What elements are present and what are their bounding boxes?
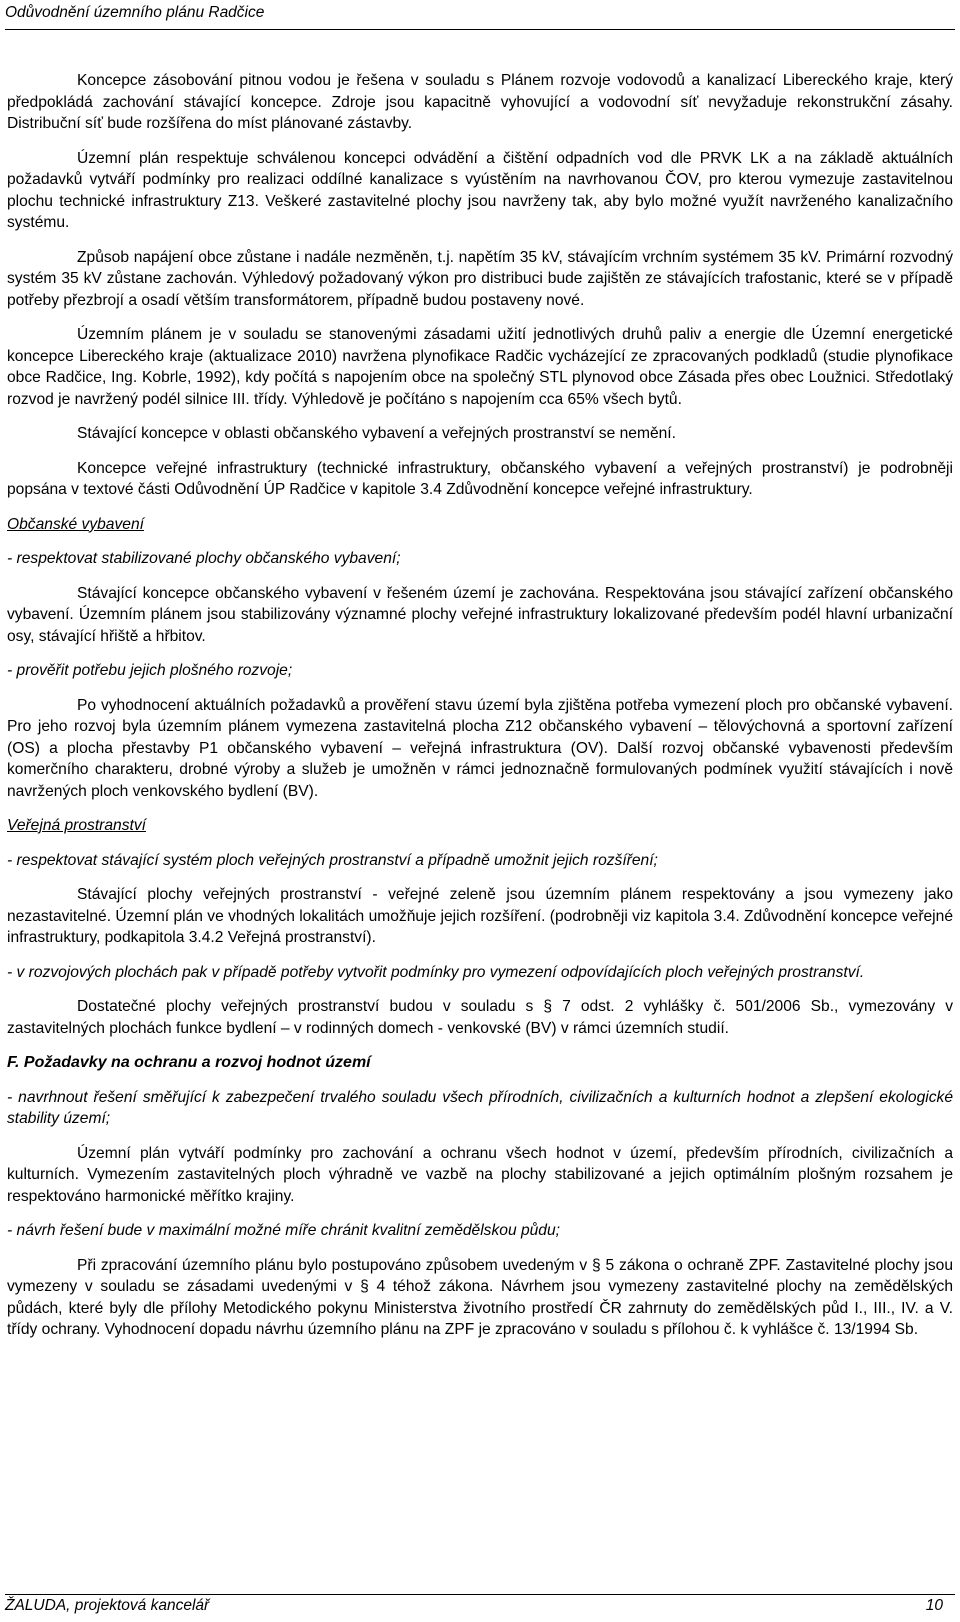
paragraph-public-spaces-regulation: Dostatečné plochy veřejných prostranství budou v souladu s § 7 odst. 2 vyhlášky č. 501/2006 Sb., vymezovány v zastavitelných plochách funkce bydlení – v rodinných domech - venkovské (BV) v rámci územních studií. bbox=[7, 998, 953, 1037]
requirement-civic-development: - prověřit potřebu jejich plošného rozvoje; bbox=[7, 662, 293, 679]
paragraph-agricultural-land: Při zpracování územního plánu bylo postupováno způsobem uvedeným v § 5 zákona o ochraně ZPF. Zastavitelné plochy jsou vymezeny v souladu se zásadami uvedenými v § 4 téhož zákona. Návrhem jsou vymezeny zastavitelné plochy na zemědělských půdách, které byly dle přílohy Metodického pokynu Ministerstva životního prostředí ČR zahrnuty do zemědělských půd I., III., IV. a V. třídy ochrany. Vyhodnocení dopadu návrhu územního plánu na ZPF je zpracováno v souladu s přílohou č. k vyhlášce č. 13/1994 Sb. bbox=[7, 1256, 953, 1338]
requirement-agricultural-land: - návrh řešení bude v maximální možné míře chránit kvalitní zemědělskou půdu; bbox=[7, 1222, 560, 1239]
paragraph-civic-areas: Po vyhodnocení aktuálních požadavků a prověření stavu území byla zjištěna potřeba vymezení ploch pro občanské vybavení. Pro jeho rozvoj byla územním plánem vymezena zastavitelná plocha Z12 občanského vybavení – tělovýchovná a sportovní zařízení (OS) a plocha přestavby P1 občanského vybavení – veřejná infrastruktura (OV). Další rozvoj občanské vybavenosti především komerčního charakteru, drobné výroby a služeb je umožněn v rámci jednoznačně formulovaných podmínek využití stávajících i nově navržených ploch venkovského bydlení (BV). bbox=[7, 696, 953, 800]
page-header bbox=[5, 2, 955, 30]
document-title: Odůvodnění územního plánu Radčice bbox=[5, 4, 265, 21]
section-heading-f: F. Požadavky na ochranu a rozvoj hodnot území bbox=[7, 1054, 371, 1071]
paragraph-sewerage: Územní plán respektuje schválenou koncepci odvádění a čištění odpadních vod dle PRVK LK a na základě aktuálních požadavků vytváří podmínky pro realizaci oddílné kanalizace s vyústěním na navrhovanou ČOV, pro kterou vymezuje zastavitelnou plochu technické infrastruktury Z13. Veškeré zastavitelné plochy jsou navrženy tak, aby bylo možné využít navrženého kanalizačního systému. bbox=[7, 149, 953, 231]
requirement-civic-stabilized: - respektovat stabilizované plochy občanského vybavení; bbox=[7, 550, 401, 567]
paragraph-electricity: Způsob napájení obce zůstane i nadále nezměněn, t.j. napětím 35 kV, stávajícím vrchním systémem 35 kV. Primární rozvodný systém 35 kV zůstane zachován. Výhledový požadovaný výkon pro distribuci bude zajištěn ze stávajících trafostanic, které se v případě potřeby přezbrojí a osadí větším transformátorem, případně budou postaveny nové. bbox=[7, 248, 953, 309]
paragraph-public-spaces: Stávající plochy veřejných prostranství - veřejné zeleně jsou územním plánem respektovány a jsou vymezeny jako nezastavitelné. Územní plán ve vhodných lokalitách umožňuje jejich rozšíření. (podrobněji viz kapitola 3.4. Zdůvodnění koncepce veřejné infrastruktury, podkapitola 3.4.2 Veřejná prostranství). bbox=[7, 886, 953, 946]
paragraph-civic-preserved: Stávající koncepce občanského vybavení v řešeném území je zachována. Respektována jsou stávající zařízení občanského vybavení. Územním plánem jsou stabilizovány významné plochy veřejné infrastruktury lokalizované především podél hlavní urbanizační osy, stávající hřiště a hřbitov. bbox=[7, 584, 953, 645]
page-number: 10 bbox=[925, 1597, 943, 1614]
requirement-public-spaces: - respektovat stávající systém ploch veřejných prostranství a případně umožnit jejich rozšíření; bbox=[7, 851, 658, 869]
requirement-public-spaces-development: - v rozvojových plochách pak v případě potřeby vytvořit podmínky pro vymezení odpovídajících ploch veřejných prostranství. bbox=[7, 963, 865, 981]
requirement-values: - navrhnout řešení směřující k zabezpečení trvalého souladu všech přírodních, civilizačních a kulturních hodnot a zlepšení ekologické stability území; bbox=[7, 1088, 953, 1127]
paragraph-public-infrastructure: Koncepce veřejné infrastruktury (technické infrastruktury, občanského vybavení a veřejných prostranství) je podrobněji popsána v textové části Odůvodnění ÚP Radčice v kapitole 3.4 Zdůvodnění koncepce veřejné infrastruktury. bbox=[7, 459, 953, 498]
page-content bbox=[7, 70, 953, 1341]
heading-civic-amenities: Občanské vybavení bbox=[7, 515, 144, 533]
paragraph-civic-concept: Stávající koncepce v oblasti občanského vybavení a veřejných prostranství se nemění. bbox=[77, 425, 676, 442]
footer-company: ŽALUDA, projektová kancelář bbox=[5, 1597, 210, 1614]
page-footer bbox=[5, 1594, 955, 1621]
paragraph-values: Územní plán vytváří podmínky pro zachování a ochranu všech hodnot v území, především přírodních, civilizačních a kulturních. Vymezením zastavitelných ploch výhradně ve vazbě na plochy stabilizované a jejich optimálním plošným rozsahem je respektováno harmonické měřítko krajiny. bbox=[7, 1144, 953, 1205]
heading-public-spaces: Veřejná prostranství bbox=[7, 817, 146, 834]
paragraph-gas: Územním plánem je v souladu se stanovenými zásadami užití jednotlivých druhů paliv a energie dle Územní energetické koncepce Libereckého kraje (aktualizace 2010) navržena plynofikace Radčic vycházející ze zpracovaných podkladů (studie plynofikace obce Radčice, Ing. Kobrle, 1992), kdy počítá s napojením obce na společný STL plynovod obce Zásada přes obec Loužnici. Středotlaký rozvod je navržený podél silnice III. třídy. Výhledově je počítáno s napojením cca 65% všech bytů. bbox=[7, 326, 953, 408]
paragraph-water-supply: Koncepce zásobování pitnou vodou je řešena v souladu s Plánem rozvoje vodovodů a kanalizací Libereckého kraje, který předpokládá zachování stávající koncepce. Zdroje jsou kapacitně vyhovující a vodovodní síť nevyžaduje rekonstrukční zásahy. Distribuční síť bude rozšířena do míst plánované zástavby. bbox=[7, 72, 953, 132]
